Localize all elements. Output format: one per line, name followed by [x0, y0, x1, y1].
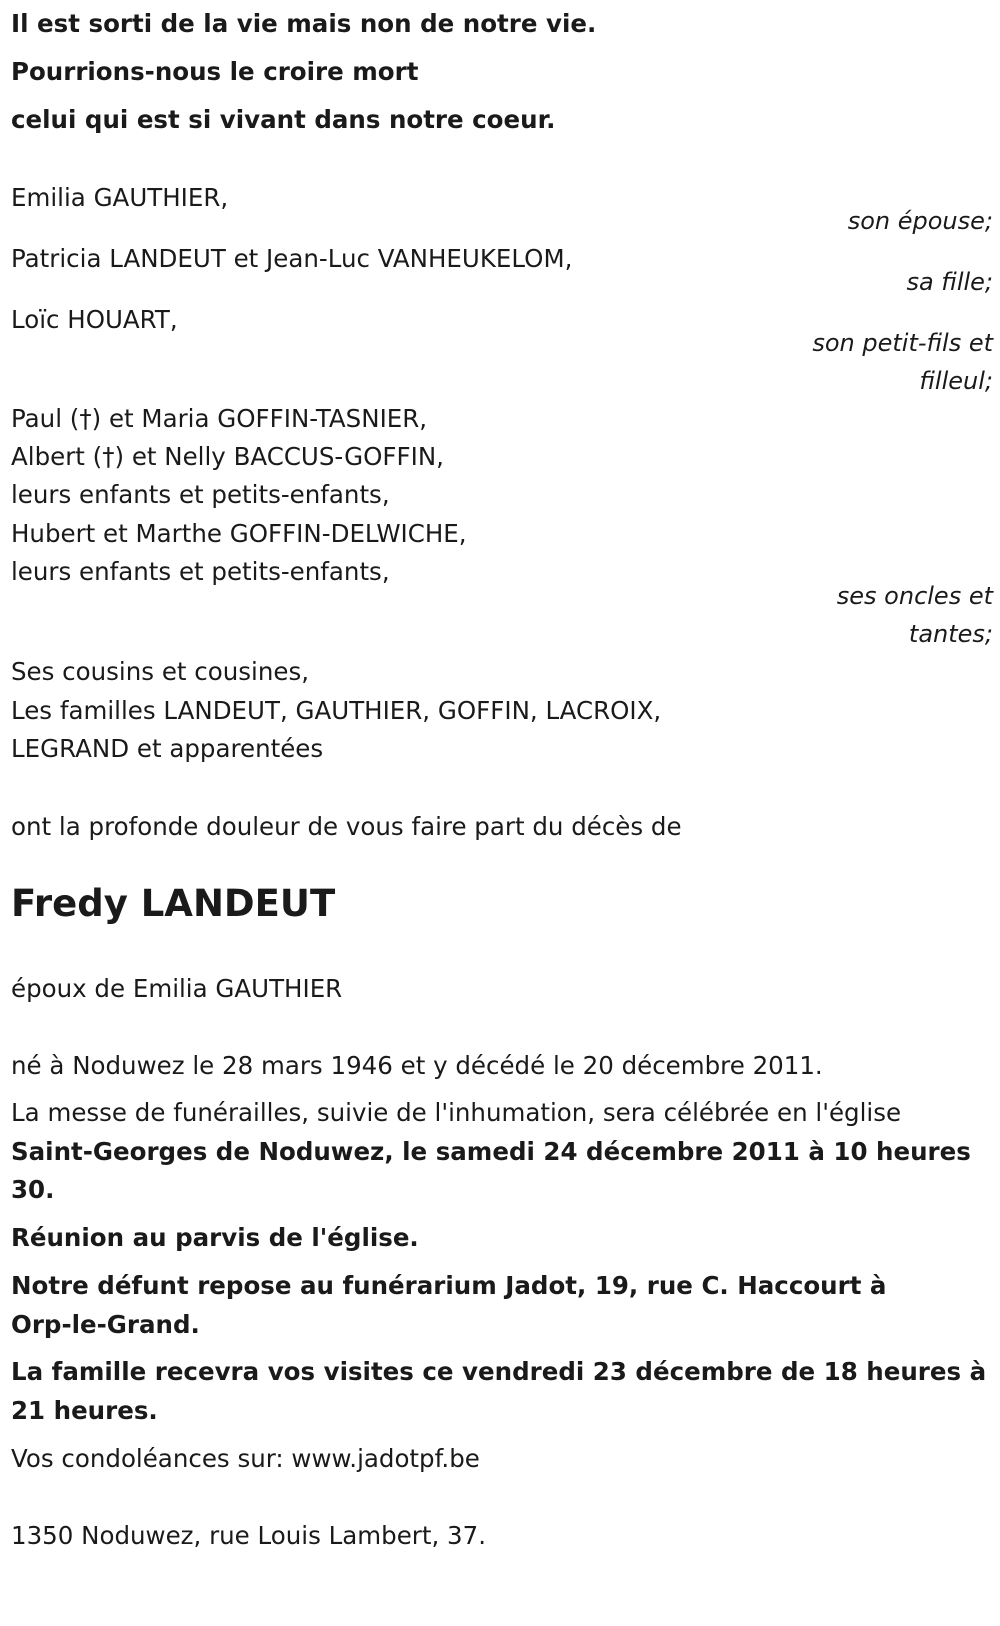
birth-death-line: né à Noduwez le 28 mars 1946 et y décédé le 20 décembre 2011.: [11, 1051, 823, 1080]
uncles-relation-1: ses oncles et: [836, 582, 993, 610]
funeral-intro: La messe de funérailles, suivie de l'inhumation, sera célébrée en l'église: [11, 1098, 902, 1127]
others-line-1: Ses cousins et cousines,: [11, 657, 309, 686]
uncles-line-3: leurs enfants et petits-enfants,: [11, 480, 390, 509]
address-line: 1350 Noduwez, rue Louis Lambert, 37.: [11, 1521, 487, 1550]
uncles-line-2: Albert (†) et Nelly BACCUS-GOFFIN,: [11, 442, 444, 471]
epigraph-line-3: celui qui est si vivant dans notre coeur.: [11, 105, 556, 134]
uncles-line-4: Hubert et Marthe GOFFIN-DELWICHE,: [11, 519, 467, 548]
funeral-place-2: 30.: [11, 1175, 55, 1204]
uncles-line-5: leurs enfants et petits-enfants,: [11, 557, 390, 586]
others-line-3: LEGRAND et apparentées: [11, 734, 324, 763]
rest-line-2: Orp-le-Grand.: [11, 1310, 200, 1339]
spouse-name: Emilia GAUTHIER,: [11, 183, 229, 212]
daughter-name: Patricia LANDEUT et Jean-Luc VANHEUKELOM,: [11, 244, 573, 273]
deceased-spouse-line: époux de Emilia GAUTHIER: [11, 974, 343, 1003]
deceased-name: Fredy LANDEUT: [11, 882, 336, 925]
announcement: ont la profonde douleur de vous faire part du décès de: [11, 812, 682, 841]
rest-line-1: Notre défunt repose au funérarium Jadot, 19, rue C. Haccourt à: [11, 1271, 887, 1300]
epigraph-line-1: Il est sorti de la vie mais non de notre vie.: [11, 9, 597, 38]
epigraph-line-2: Pourrions-nous le croire mort: [11, 57, 419, 86]
visits-line-1: La famille recevra vos visites ce vendredi 23 décembre de 18 heures à: [11, 1357, 987, 1386]
daughter-relation: sa fille;: [906, 268, 993, 296]
visits-line-2: 21 heures.: [11, 1396, 158, 1425]
grandson-relation-1: son petit-fils et: [812, 329, 993, 357]
grandson-relation-2: filleul;: [919, 367, 993, 395]
uncles-line-1: Paul (†) et Maria GOFFIN-TASNIER,: [11, 404, 428, 433]
meeting-line: Réunion au parvis de l'église.: [11, 1223, 419, 1252]
condolences-line: Vos condoléances sur: www.jadotpf.be: [11, 1444, 480, 1473]
others-line-2: Les familles LANDEUT, GAUTHIER, GOFFIN, LACROIX,: [11, 696, 662, 725]
uncles-relation-2: tantes;: [908, 620, 993, 648]
grandson-name: Loïc HOUART,: [11, 305, 178, 334]
spouse-relation: son épouse;: [847, 207, 993, 235]
funeral-place-1: Saint-Georges de Noduwez, le samedi 24 décembre 2011 à 10 heures: [11, 1137, 971, 1166]
